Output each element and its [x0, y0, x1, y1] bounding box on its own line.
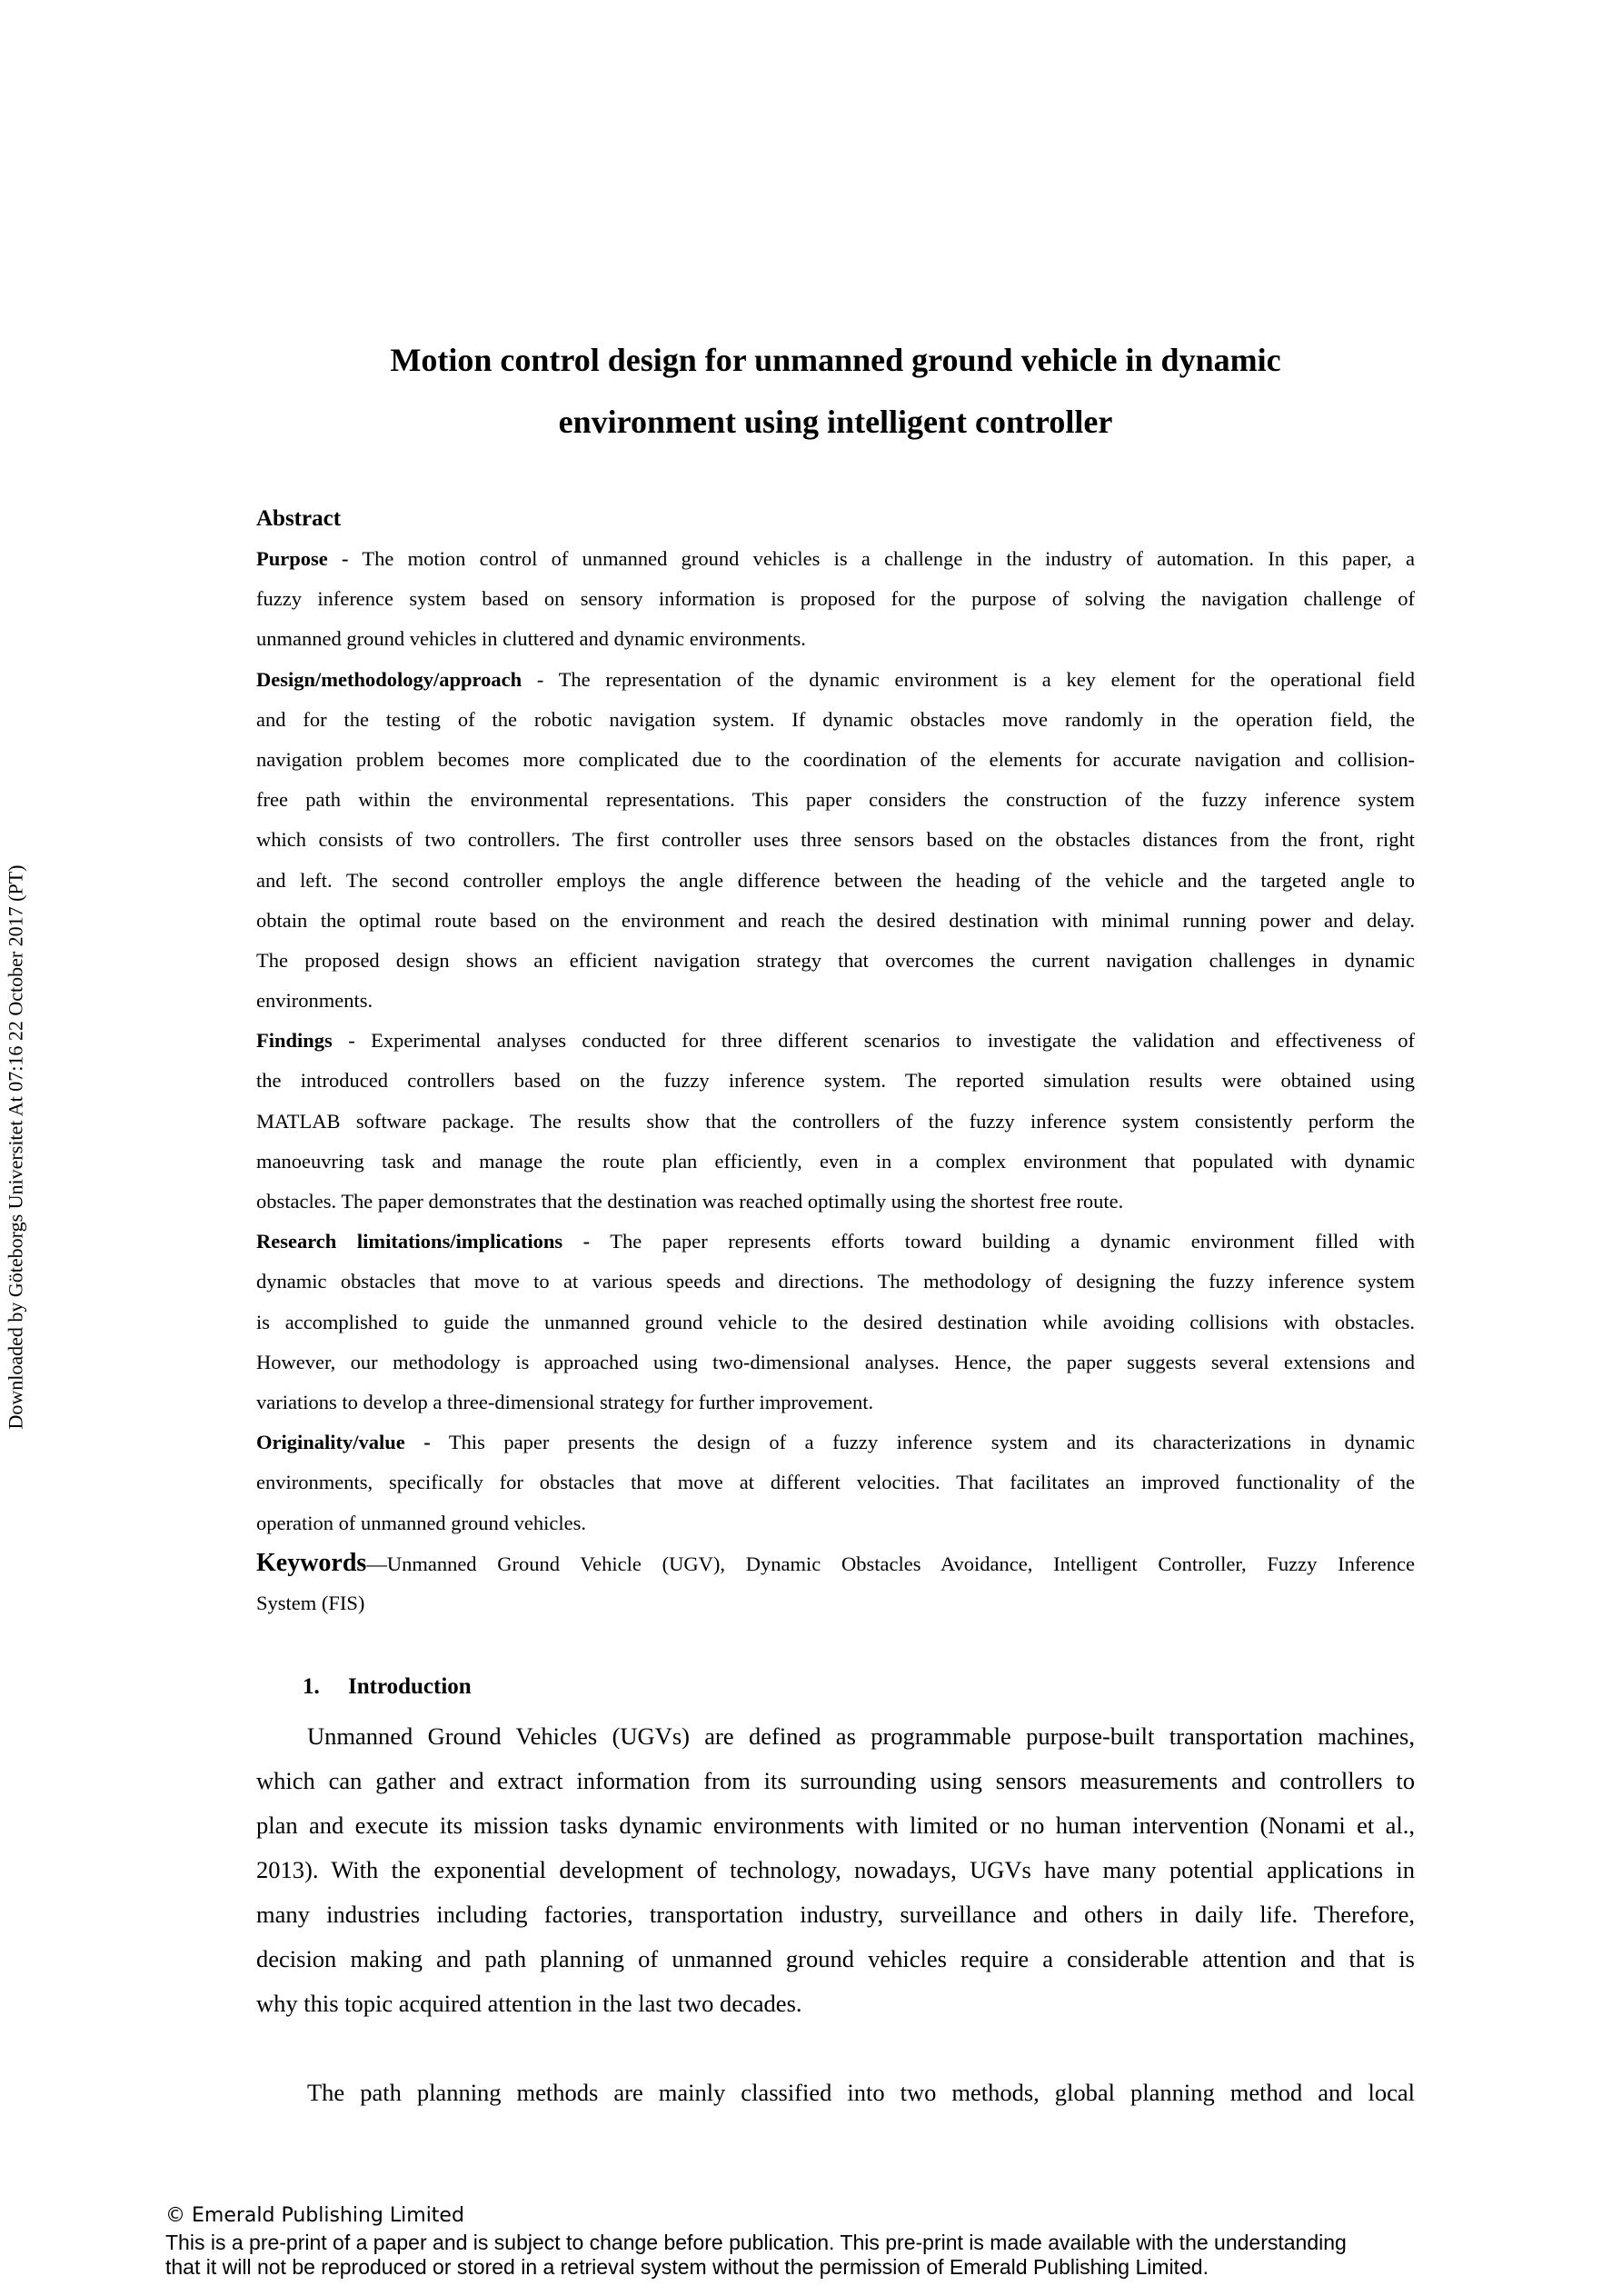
keywords-label: Keywords: [256, 1548, 367, 1577]
text-span: - Experimental analyses conducted for three different scenarios to investigate the validation and effectiveness of: [332, 1029, 1415, 1053]
text-span: —Unmanned Ground Vehicle (UGV), Dynamic Obstacles Avoidance, Intelligent Controller, Fuzzy Inference: [366, 1552, 1415, 1575]
abstract-heading: Abstract: [256, 506, 342, 531]
abstract-line: navigation problem becomes more complicated due to the coordination of the elements for accurate navigation and collision-: [256, 747, 1415, 771]
keywords: [256, 1543, 1415, 1623]
abstract-line: However, our methodology is approached using two-dimensional analyses. Hence, the paper suggests several extensions and: [256, 1350, 1415, 1373]
abstract-line: [256, 539, 1415, 579]
abstract-line: the introduced controllers based on the fuzzy inference system. The reported simulation results were obtained using: [256, 1069, 1415, 1093]
abstract-limitations: [256, 1222, 1415, 1423]
introduction-body: [256, 1714, 1415, 2115]
abstract-line: The proposed design shows an efficient navigation strategy that overcomes the current navigation challenges in dynamic: [256, 948, 1415, 972]
section-number: 1.: [303, 1674, 320, 1699]
body-line: 2013). With the exponential development of technology, nowadays, UGVs have many potential applications in: [256, 1856, 1415, 1883]
text-span: This paper presents the design of a fuzzy inference system and its characterizations in dynamic: [430, 1431, 1415, 1454]
abstract-line: environments, specifically for obstacles that move at different velocities. That facilitates an improved functionality of the: [256, 1471, 1415, 1494]
abstract-line: obstacles. The paper demonstrates that the destination was reached optimally using the shortest free route.: [256, 1190, 1124, 1213]
paragraph: [256, 1714, 1415, 2026]
download-notice: Downloaded by Göteborgs Universitet At 07:16 22 October 2017 (PT): [4, 864, 27, 1430]
body-line: Unmanned Ground Vehicles (UGVs) are defined as programmable purpose-built transportation machines,: [307, 1722, 1415, 1750]
abstract-line: free path within the environmental representations. This paper considers the construction of the fuzzy inference system: [256, 788, 1415, 812]
section-title: Introduction: [348, 1674, 472, 1699]
body-line: which can gather and extract information from its surrounding using sensors measurements and controllers to: [256, 1767, 1415, 1794]
text-span: - The representation of the dynamic environment is a key element for the operational field: [522, 667, 1415, 691]
abstract-line: fuzzy inference system based on sensory information is proposed for the purpose of solving the navigation challenge of: [256, 587, 1415, 611]
section-heading-introduction: [303, 1672, 472, 1702]
preprint-notice-line-2: that it will not be reproduced or stored in a retrieval system without the permission of Emerald Publishing Limited.: [165, 2255, 1209, 2279]
findings-label: Findings: [256, 1029, 333, 1053]
purpose-label: Purpose -: [256, 547, 349, 570]
limitations-label: Research limitations/implications -: [256, 1230, 591, 1253]
abstract-design: [256, 660, 1415, 1022]
design-label: Design/methodology/approach: [256, 667, 522, 691]
abstract-findings: [256, 1021, 1415, 1222]
abstract-line: MATLAB software package. The results show that the controllers of the fuzzy inference system consistently perform the: [256, 1109, 1415, 1133]
abstract-line: variations to develop a three-dimensional strategy for further improvement.: [256, 1390, 874, 1413]
paragraph: [256, 2071, 1415, 2115]
abstract-line: manoeuvring task and manage the route plan efficiently, even in a complex environment that populated with dynamic: [256, 1149, 1415, 1173]
abstract-line: environments.: [256, 989, 373, 1013]
paper-title-line-1: Motion control design for unmanned ground vehicle in dynamic: [390, 342, 1281, 378]
body-line: decision making and path planning of unmanned ground vehicles require a considerable attention and that is: [256, 1945, 1415, 1972]
abstract-line: and left. The second controller employs the angle difference between the heading of the vehicle and the targeted angle to: [256, 868, 1415, 892]
abstract-line: [256, 660, 1415, 700]
body-line: The path planning methods are mainly classified into two methods, global planning method and local: [307, 2079, 1415, 2106]
abstract-line: and for the testing of the robotic navigation system. If dynamic obstacles move randomly in the operation field, the: [256, 707, 1415, 731]
body-line: many industries including factories, transportation industry, surveillance and others in daily life. Therefore,: [256, 1901, 1415, 1928]
body-line: plan and execute its mission tasks dynamic environments with limited or no human intervention (Nonami et al.,: [256, 1812, 1415, 1839]
paper-title: [256, 329, 1415, 453]
body-line: why this topic acquired attention in the last two decades.: [256, 1990, 802, 2017]
paragraph-gap: [256, 2026, 1415, 2071]
download-notice-sidebar: [4, 836, 27, 1458]
abstract-line: is accomplished to guide the unmanned ground vehicle to the desired destination while avoiding collisions with obstacles.: [256, 1310, 1415, 1333]
preprint-notice-line-1: This is a pre-print of a paper and is subject to change before publication. This pre-print is made available with the understanding: [165, 2231, 1347, 2254]
abstract-line: [256, 1423, 1415, 1462]
keywords-line: [256, 1543, 1415, 1583]
keywords-line: System (FIS): [256, 1591, 365, 1614]
text-span: The paper represents efforts toward building a dynamic environment filled with: [590, 1230, 1415, 1253]
paper-title-line-2: environment using intelligent controller: [558, 404, 1113, 440]
abstract-line: [256, 1222, 1415, 1262]
abstract-line: operation of unmanned ground vehicles.: [256, 1511, 587, 1534]
abstract-line: dynamic obstacles that move to at various speeds and directions. The methodology of designing the fuzzy inference system: [256, 1270, 1415, 1293]
publisher-footer: [165, 2203, 1456, 2280]
abstract-line: which consists of two controllers. The first controller uses three sensors based on the obstacles distances from the front, right: [256, 828, 1415, 852]
copyright-notice: © Emerald Publishing Limited: [165, 2204, 464, 2227]
abstract-section: [256, 503, 1415, 1623]
abstract-line: obtain the optimal route based on the environment and reach the desired destination with minimal running power and delay.: [256, 908, 1415, 932]
abstract-line: unmanned ground vehicles in cluttered and dynamic environments.: [256, 627, 806, 651]
text-span: The motion control of unmanned ground vehicles is a challenge in the industry of automation. In this paper, a: [348, 547, 1415, 570]
originality-label: Originality/value -: [256, 1431, 431, 1454]
abstract-purpose: [256, 539, 1415, 660]
abstract-line: [256, 1021, 1415, 1061]
abstract-originality: [256, 1423, 1415, 1543]
